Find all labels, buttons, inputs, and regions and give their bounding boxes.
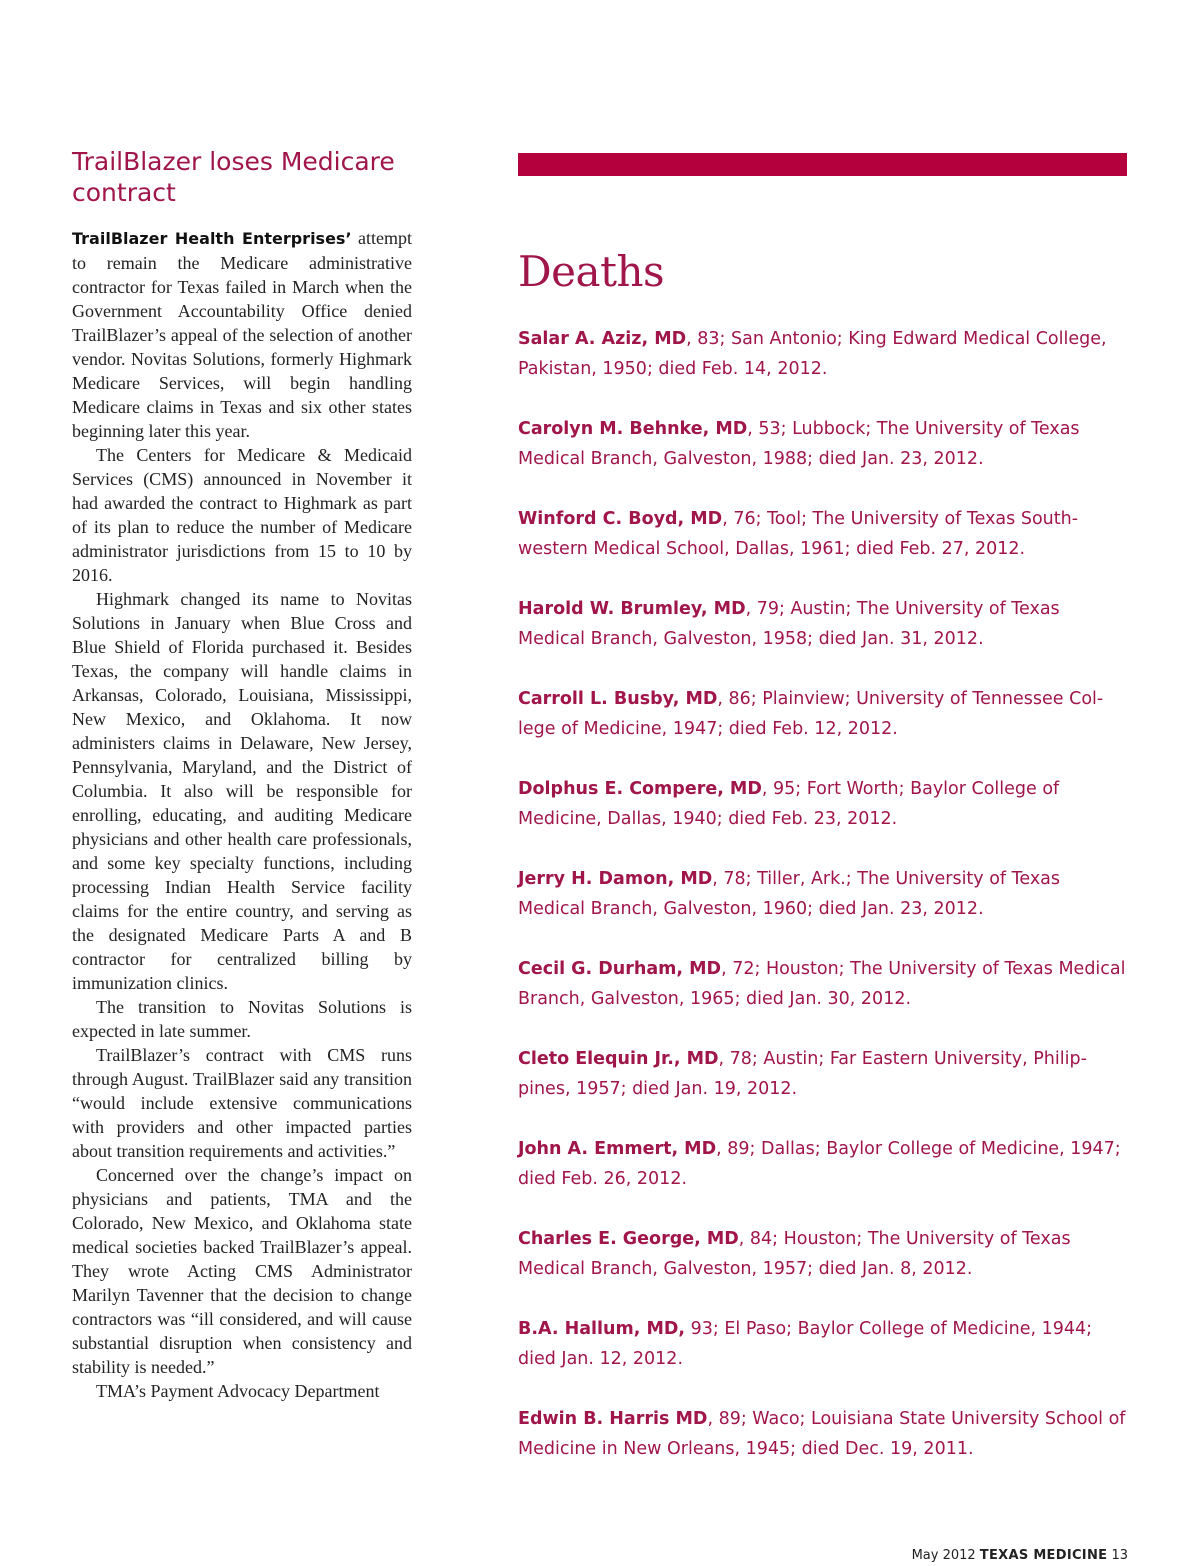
death-entry — [518, 504, 1130, 564]
footer-publication: TEXAS MEDICINE — [979, 1548, 1108, 1563]
death-entry-name: Cecil G. Durham, MD — [518, 959, 722, 979]
death-entry-details: , 84; Houston; The University of Texas Medical Branch, Galveston, 1957; died Jan. 8, 2012. — [518, 1229, 1071, 1279]
deaths-header-bar — [518, 153, 1127, 176]
news-paragraph-4: The transition to Novitas Solutions is expected in late summer. — [72, 997, 412, 1041]
death-entry-details: , 86; Plainview; University of Tennessee College of Medicine, 1947; died Feb. 12, 2012. — [518, 689, 1104, 739]
death-entry-details: , 95; Fort Worth; Baylor College of Medicine, Dallas, 1940; died Feb. 23, 2012. — [518, 779, 1060, 829]
death-entry — [518, 1044, 1130, 1104]
news-paragraph-6: Concerned over the change’s impact on physicians and patients, TMA and the Colorado, New Mexico, and Oklahoma state medical societies backed TrailBlazer’s appeal. They wrote Acting CMS Administrator Marilyn Tavenner that the decision to change contractors was “ill considered, and will cause substantial disruption when consistency and stability is needed.” — [72, 1165, 412, 1377]
death-entry-details: , 72; Houston; The University of Texas Medical Branch, Galveston, 1965; died Jan. 30, 2012. — [518, 959, 1126, 1009]
death-entry-details: , 78; Tiller, Ark.; The University of Texas Medical Branch, Galveston, 1960; died Jan. 23, 2012. — [518, 869, 1061, 919]
news-paragraph-2: The Centers for Medicare & Medicaid Services (CMS) announced in November it had awarded the contract to Highmark as part of its plan to reduce the number of Medicare administrator jurisdictions from 15 to 10 by 2016. — [72, 445, 412, 585]
death-entry — [518, 324, 1130, 384]
death-entry-details: 93; El Paso; Baylor College of Medicine, 1944; died Jan. 12, 2012. — [518, 1319, 1093, 1369]
death-entry-name: John A. Emmert, MD — [518, 1139, 717, 1159]
death-entry — [518, 864, 1130, 924]
news-paragraph-7: TMA’s Payment Advocacy Department — [96, 1381, 380, 1401]
news-lead-bold: TrailBlazer Health Enterprises’ — [72, 229, 352, 248]
death-entry-name: Winford C. Boyd, MD — [518, 509, 723, 529]
death-entry — [518, 1224, 1130, 1284]
death-entry-details: , 53; Lubbock; The University of Texas Medical Branch, Galveston, 1988; died Jan. 23, 2012. — [518, 419, 1080, 469]
news-paragraph-3: Highmark changed its name to Novitas Solutions in January when Blue Cross and Blue Shield of Florida purchased it. Besides Texas, the company will handle claims in Arkansas, Colorado, Louisiana, Mississippi, New Mexico, and Oklahoma. It now administers claims in Delaware, New Jersey, Pennsylvania, Maryland, and the District of Columbia. It also will be responsible for enrolling, educating, and auditing Medicare physicians and other health care professionals, and some key specialty functions, including processing Indian Health Service facility claims for the entire country, and serving as the designated Medicare Parts A and B contractor for centralized billing by immunization clinics. — [72, 589, 412, 993]
death-entry-name: Salar A. Aziz, MD — [518, 329, 687, 349]
death-entry — [518, 414, 1130, 474]
death-entry — [518, 594, 1130, 654]
death-entry — [518, 684, 1130, 744]
death-entry-name: Harold W. Brumley, MD — [518, 599, 746, 619]
death-entry-name: Dolphus E. Compere, MD — [518, 779, 762, 799]
page-footer — [912, 1548, 1128, 1563]
death-entry-details: , 79; Austin; The University of Texas Medical Branch, Galveston, 1958; died Jan. 31, 2012. — [518, 599, 1060, 649]
news-title: TrailBlazer loses Medicare contract — [72, 147, 395, 207]
death-entry-details: , 78; Austin; Far Eastern University, Philippines, 1957; died Jan. 19, 2012. — [518, 1049, 1087, 1099]
death-entry-details: , 89; Waco; Louisiana State University School of Medicine in New Orleans, 1945; died Dec. 19, 2011. — [518, 1409, 1126, 1459]
death-entry-details: , 83; San Antonio; King Edward Medical College, Pakistan, 1950; died Feb. 14, 2012. — [518, 329, 1107, 379]
death-entry — [518, 1404, 1130, 1464]
death-entry-name: Edwin B. Harris MD — [518, 1409, 708, 1429]
death-entry-name: Carroll L. Busby, MD — [518, 689, 718, 709]
news-column — [72, 146, 412, 1403]
deaths-heading: Deaths — [518, 247, 665, 296]
death-entry-name: Charles E. George, MD — [518, 1229, 739, 1249]
death-entry — [518, 1314, 1130, 1374]
news-paragraph-1 — [72, 226, 412, 443]
death-entry — [518, 774, 1130, 834]
death-entry-name: Cleto Elequin Jr., MD — [518, 1049, 719, 1069]
death-entry-name: B.A. Hallum, MD, — [518, 1319, 686, 1339]
death-entry — [518, 1134, 1130, 1194]
news-paragraph-1-text: attempt to remain the Medicare administrative contractor for Texas failed in March when the Government Accountability Office denied TrailBlazer’s appeal of the selection of another vendor. Novitas Solutions, formerly Highmark Medicare Services, will begin handling Medicare claims in Texas and six other states beginning later this year. — [72, 228, 412, 441]
death-entry-details: , 89; Dallas; Baylor College of Medicine, 1947; died Feb. 26, 2012. — [518, 1139, 1121, 1189]
news-paragraph-5: TrailBlazer’s contract with CMS runs through August. TrailBlazer said any transition “would include extensive communications with providers and other impacted parties about transition requirements and activities.” — [72, 1045, 412, 1161]
deaths-list — [518, 324, 1130, 1494]
footer-date: May 2012 — [911, 1548, 976, 1563]
death-entry-name: Jerry H. Damon, MD — [518, 869, 713, 889]
death-entry-name: Carolyn M. Behnke, MD — [518, 419, 748, 439]
footer-page-number: 13 — [1111, 1548, 1128, 1563]
death-entry-details: , 76; Tool; The University of Texas Southwestern Medical School, Dallas, 1961; died Feb. 27, 2012. — [518, 509, 1079, 559]
death-entry — [518, 954, 1130, 1014]
